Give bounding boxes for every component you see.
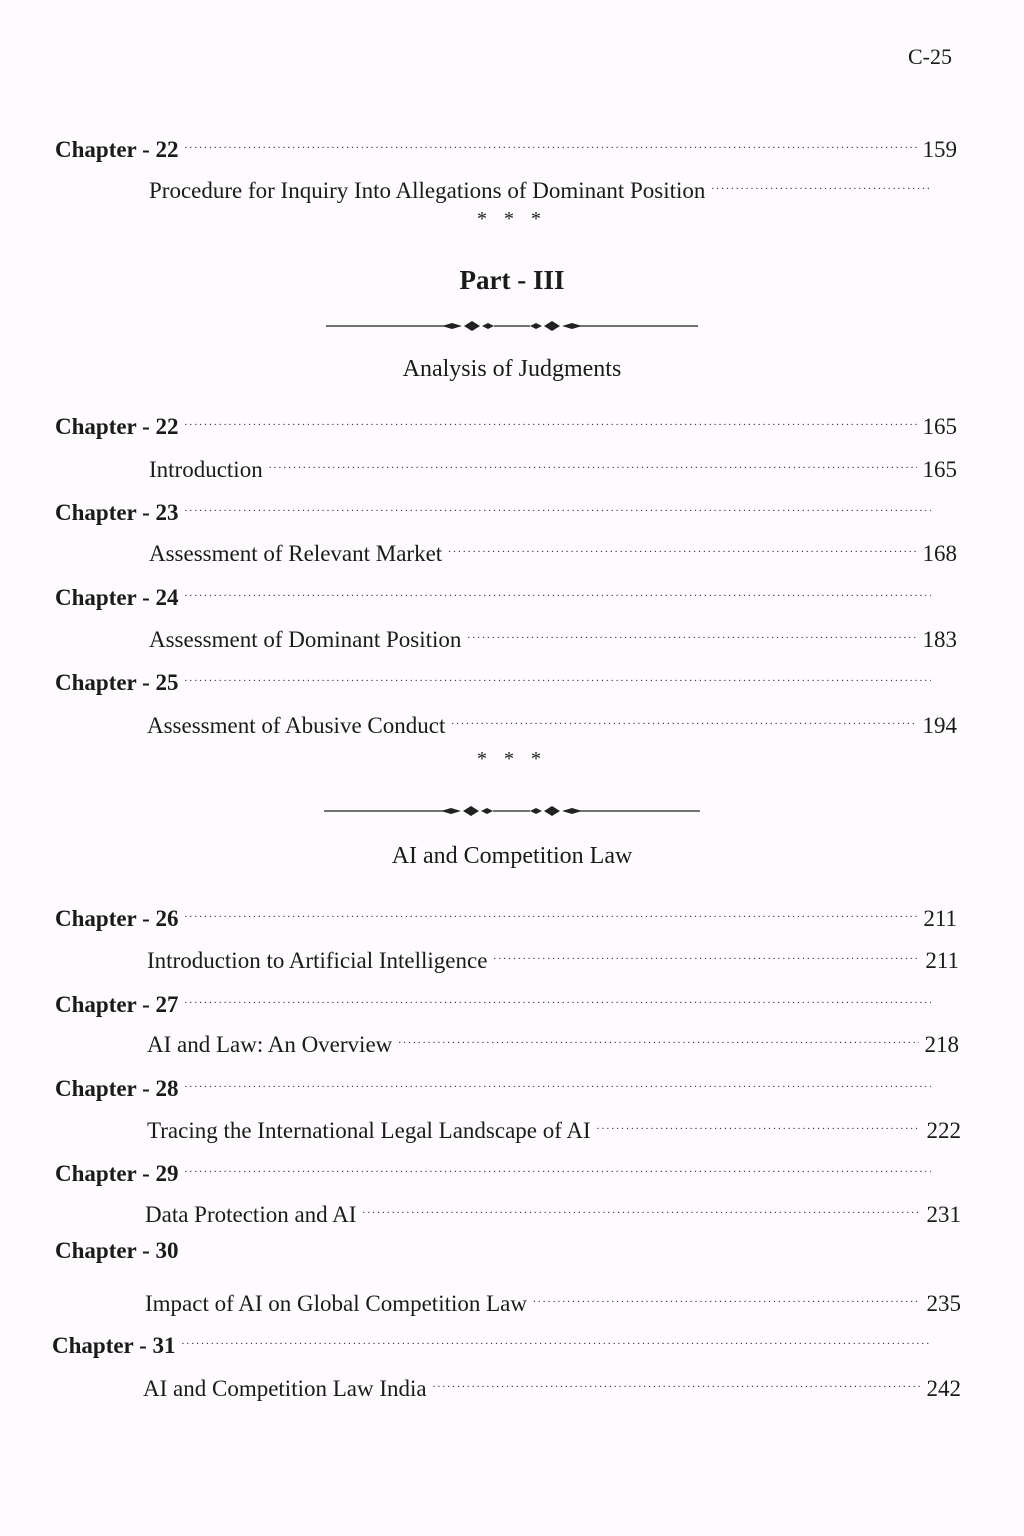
toc-chapter-row[interactable]	[55, 404, 957, 442]
section-title-judgments: Analysis of Judgments	[402, 356, 622, 382]
toc-chapter-row[interactable]	[55, 1151, 957, 1189]
chapter-label: Chapter - 31	[52, 1333, 176, 1358]
dot-leader	[185, 404, 917, 434]
entry-page: 235	[926, 1291, 961, 1316]
toc-chapter-row[interactable]	[55, 660, 957, 698]
dot-leader	[433, 1366, 921, 1396]
entry-page: 211	[925, 948, 959, 973]
entry-title: Impact of AI on Global Competition Law	[145, 1291, 527, 1316]
chapter-label: Chapter - 26	[55, 906, 179, 931]
toc-entry-row[interactable]	[147, 1022, 959, 1060]
entry-page: 183	[922, 627, 957, 652]
dot-leader	[185, 982, 931, 1012]
toc-entry-row[interactable]	[149, 447, 957, 485]
dot-leader	[448, 531, 916, 561]
dot-leader	[269, 447, 917, 477]
entry-page: 231	[926, 1202, 961, 1227]
dot-leader	[185, 660, 931, 690]
chapter-page: 211	[923, 906, 957, 931]
dot-leader	[451, 703, 916, 733]
dot-leader	[362, 1192, 920, 1222]
entry-page: 222	[926, 1118, 961, 1143]
toc-entry-row[interactable]	[147, 703, 957, 741]
chapter-label: Chapter - 28	[55, 1076, 179, 1101]
toc-chapter-row[interactable]	[52, 1323, 957, 1361]
dot-leader	[533, 1281, 921, 1311]
toc-entry-row[interactable]	[145, 1281, 961, 1319]
chapter-label: Chapter - 30	[55, 1238, 179, 1263]
entry-page: 242	[926, 1376, 961, 1401]
chapter-page: 165	[922, 414, 957, 439]
dot-leader	[398, 1022, 918, 1052]
toc-chapter-row[interactable]	[55, 575, 957, 613]
entry-title: Procedure for Inquiry Into Allegations of Dominant Position	[149, 178, 706, 203]
dot-leader	[185, 1066, 931, 1096]
chapter-page: 159	[922, 137, 957, 162]
chapter-label: Chapter - 24	[55, 585, 179, 610]
chapter-label: Chapter - 22	[55, 137, 179, 162]
dot-leader	[185, 490, 931, 520]
toc-entry-row[interactable]	[147, 1108, 961, 1146]
toc-chapter-row[interactable]	[55, 1066, 957, 1104]
chapter-label: Chapter - 29	[55, 1161, 179, 1186]
entry-page: 165	[922, 457, 957, 482]
entry-title: Data Protection and AI	[145, 1202, 357, 1227]
entry-title: Assessment of Dominant Position	[149, 627, 462, 652]
section-title-ai: AI and Competition Law	[391, 843, 633, 869]
dot-leader	[493, 938, 919, 968]
dot-leader	[182, 1323, 931, 1353]
entry-title: Introduction to Artificial Intelligence	[147, 948, 488, 973]
part-title: Part - III	[459, 265, 565, 295]
toc-chapter-row[interactable]	[55, 127, 957, 165]
dot-leader	[185, 575, 931, 605]
ornament-divider	[320, 803, 704, 819]
entry-page: 218	[924, 1032, 959, 1057]
toc-chapter-row[interactable]	[55, 982, 957, 1020]
entry-title: Introduction	[149, 457, 263, 482]
entry-page: 194	[922, 713, 957, 738]
toc-entry-row[interactable]	[149, 617, 957, 655]
separator-stars: * * *	[477, 748, 547, 770]
entry-page: 168	[922, 541, 957, 566]
toc-entry-row[interactable]	[149, 531, 957, 569]
dot-leader	[711, 168, 931, 198]
chapter-label: Chapter - 23	[55, 500, 179, 525]
chapter-label: Chapter - 25	[55, 670, 179, 695]
toc-entry-row[interactable]	[149, 168, 957, 206]
page-number: C-25	[908, 44, 952, 69]
toc-entry-row[interactable]	[147, 938, 959, 976]
ornament-divider	[322, 318, 702, 334]
toc-entry-row[interactable]	[145, 1192, 961, 1230]
entry-title: Tracing the International Legal Landscape of AI	[147, 1118, 591, 1143]
entry-title: AI and Law: An Overview	[147, 1032, 393, 1057]
dot-leader	[185, 127, 917, 157]
entry-title: Assessment of Relevant Market	[149, 541, 443, 566]
separator-stars: * * *	[477, 208, 547, 230]
dot-leader	[597, 1108, 921, 1138]
chapter-label: Chapter - 22	[55, 414, 179, 439]
dot-leader	[467, 617, 916, 647]
toc-chapter-row[interactable]	[55, 490, 957, 528]
entry-title: Assessment of Abusive Conduct	[147, 713, 446, 738]
dot-leader	[185, 896, 918, 926]
toc-entry-row[interactable]	[143, 1366, 961, 1404]
entry-title: AI and Competition Law India	[143, 1376, 427, 1401]
dot-leader	[185, 1151, 931, 1181]
toc-chapter-row[interactable]	[55, 1236, 957, 1266]
toc-chapter-row[interactable]	[55, 896, 957, 934]
chapter-label: Chapter - 27	[55, 992, 179, 1017]
